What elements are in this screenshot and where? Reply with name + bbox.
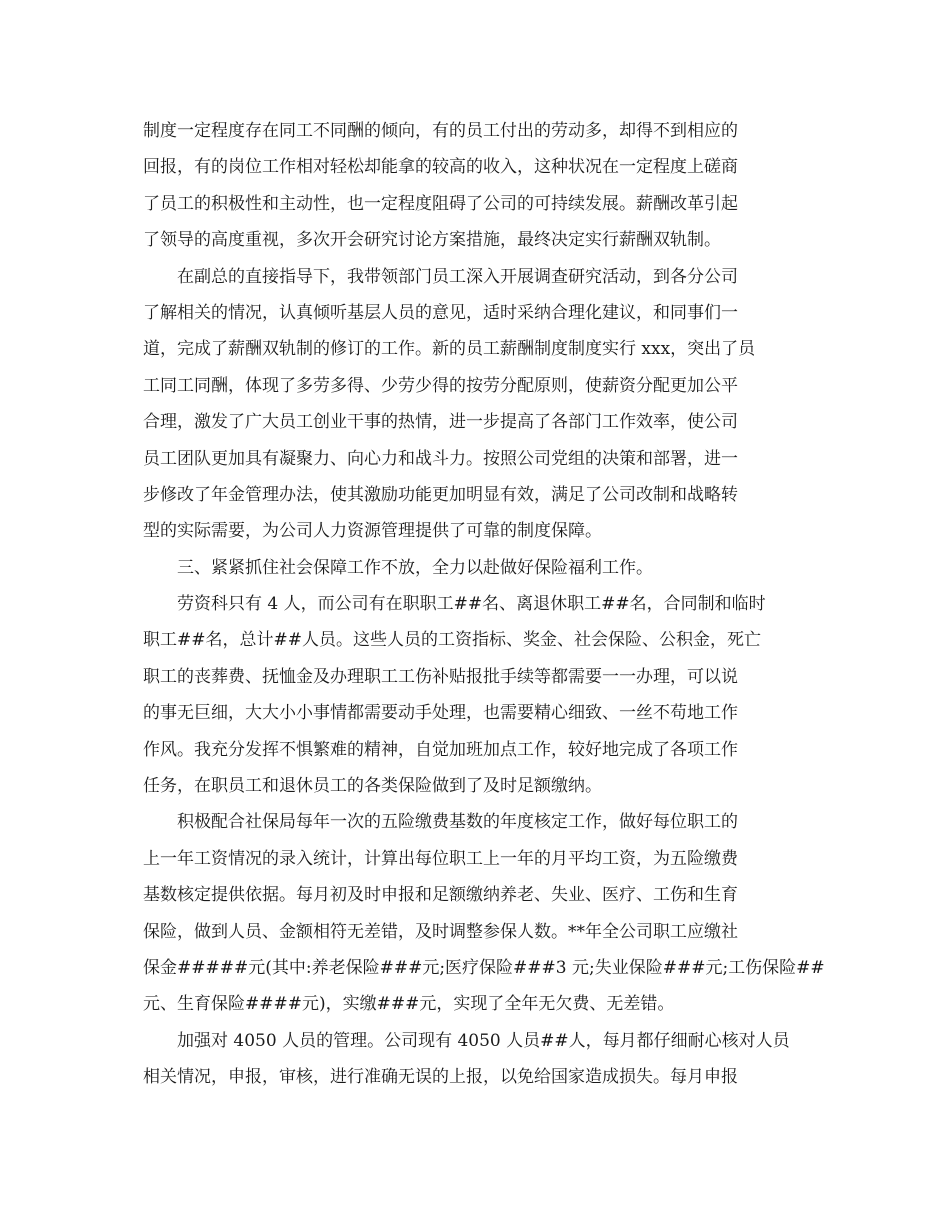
text-line: 职工的丧葬费、抚恤金及办理职工工伤补贴报批手续等都需要一一办理，可以说 <box>143 666 738 687</box>
text-line: 工同工同酬，体现了多劳多得、少劳少得的按劳分配原则，使薪资分配更加公平 <box>143 375 738 396</box>
text-line: 作风。我充分发挥不惧繁难的精神，自觉加班加点工作，较好地完成了各项工作 <box>143 739 738 760</box>
text-line: 员工团队更加具有凝聚力、向心力和战斗力。按照公司党组的决策和部署，进一 <box>143 448 738 469</box>
text-line: 回报，有的岗位工作相对轻松却能拿的较高的收入，这种状况在一定程度上磋商 <box>143 157 738 178</box>
text-line: 的事无巨细，大大小小事情都需要动手处理，也需要精心细致、一丝不苟地工作 <box>143 703 738 724</box>
text-line: 上一年工资情况的录入统计，计算出每位职工上一年的月平均工资，为五险缴费 <box>143 848 738 869</box>
text-line: 了解相关的情况，认真倾听基层人员的意见，适时采纳合理化建议，和同事们一 <box>143 302 738 323</box>
text-line: 加强对 4050 人员的管理。公司现有 4050 人员##人，每月都仔细耐心核对人员 <box>177 1030 790 1051</box>
text-line: 了员工的积极性和主动性，也一定程度阻碍了公司的可持续发展。薪酬改革引起 <box>143 193 738 214</box>
text-line: 了领导的高度重视，多次开会研究讨论方案措施，最终决定实行薪酬双轨制。 <box>143 230 721 251</box>
text-line: 型的实际需要，为公司人力资源管理提供了可靠的制度保障。 <box>143 521 602 542</box>
text-line: 道，完成了薪酬双轨制的修订的工作。新的员工薪酬制度制度实行 xxx，突出了员 <box>143 339 756 360</box>
text-line: 任务，在职员工和退休员工的各类保险做到了及时足额缴纳。 <box>143 776 602 797</box>
text-line: 职工##名，总计##人员。这些人员的工资指标、奖金、社会保险、公积金，死亡 <box>143 630 761 651</box>
text-line: 积极配合社保局每年一次的五险缴费基数的年度核定工作，做好每位职工的 <box>177 812 738 833</box>
text-line: 步修改了年金管理办法，使其激励功能更加明显有效，满足了公司改制和战略转 <box>143 484 738 505</box>
text-line: 在副总的直接指导下，我带领部门员工深入开展调查研究活动，到各分公司 <box>177 266 738 287</box>
text-line: 劳资科只有 4 人，而公司有在职职工##名、离退休职工##名，合同制和临时 <box>177 594 766 615</box>
text-line: 合理，激发了广大员工创业干事的热情，进一步提高了各部门工作效率，使公司 <box>143 412 738 433</box>
text-line: 相关情况，申报，审核，进行准确无误的上报，以免给国家造成损失。每月申报 <box>143 1067 738 1088</box>
text-line: 元、生育保险####元)，实缴###元，实现了全年无欠费、无差错。 <box>143 994 675 1015</box>
text-line: 保险，做到人员、金额相符无差错，及时调整参保人数。**年全公司职工应缴社 <box>143 921 738 942</box>
text-line: 保金#####元(其中:养老保险###元;医疗保险###3 元;失业保险###元;工伤保险## <box>143 957 825 978</box>
text-line: 基数核定提供依据。每月初及时申报和足额缴纳养老、失业、医疗、工伤和生育 <box>143 885 738 906</box>
text-line: 制度一定程度存在同工不同酬的倾向，有的员工付出的劳动多，却得不到相应的 <box>143 121 738 141</box>
text-line: 三、紧紧抓住社会保障工作不放，全力以赴做好保险福利工作。 <box>177 557 653 578</box>
document-body <box>143 113 825 1096</box>
